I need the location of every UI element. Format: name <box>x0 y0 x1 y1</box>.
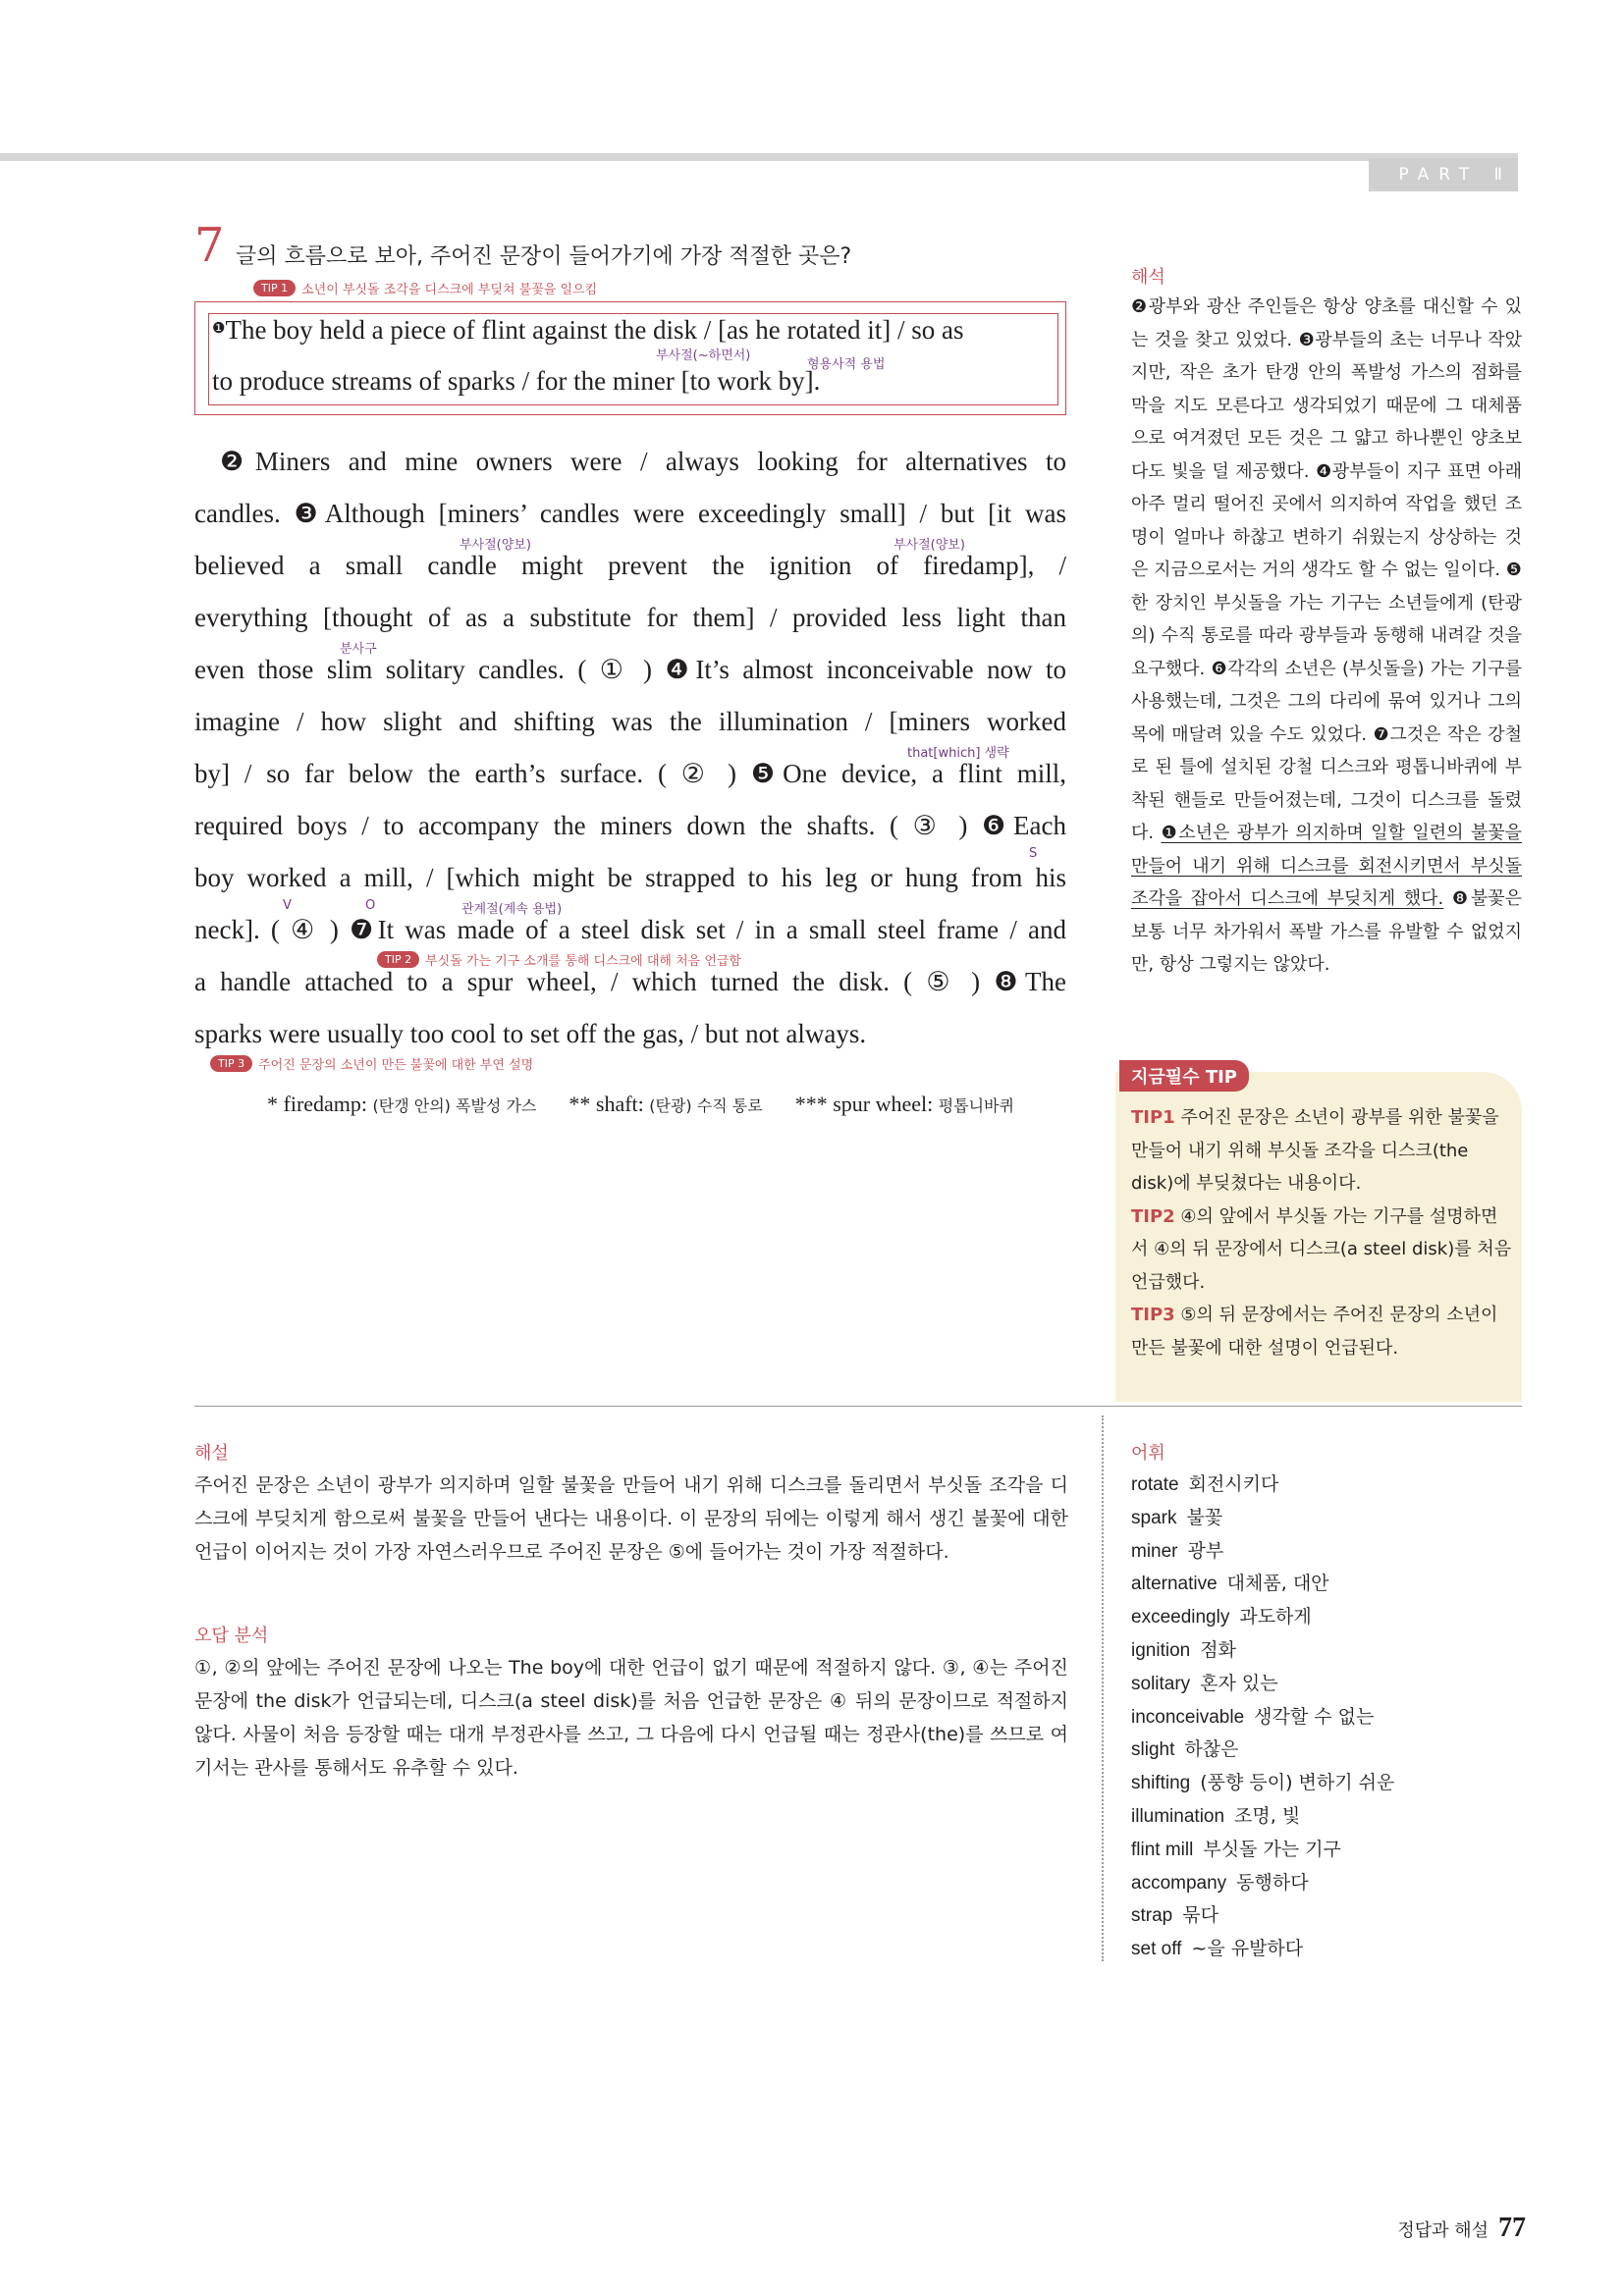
tip-box-item-2: TIP2 ④의 앞에서 부싯돌 가는 기구를 설명하면서 ④의 뒤 문장에서 디스크(a steel disk)를 처음 언급했다. <box>1131 1205 1512 1293</box>
vocab-word: illumination <box>1131 1805 1225 1827</box>
question-title: 글의 흐름으로 보아, 주어진 문장이 들어가기에 가장 적절한 곳은? <box>236 244 852 269</box>
vocab-word: alternative <box>1131 1574 1218 1595</box>
explanation-text: 주어진 문장은 소년이 광부가 의지하며 일할 불꽃을 만들어 내기 위해 디스크를 돌리면서 부싯돌 조각을 디스크에 부딪치게 함으로써 불꽃을 만들어 낸다는 내용이다. 이 문장의 뒤에는 이렇게 해서 생긴 불꽃에 대한 언급이 이어지는 것이 가장 자연스러우므로 주어진 문장은 ⑤에 들어가는 것이 가장 적절하다. <box>194 1474 1068 1563</box>
annotation-verb: V <box>283 898 292 913</box>
vocab-word: shifting <box>1131 1773 1191 1794</box>
vocab-item <box>1131 1668 1394 1701</box>
vocab-item <box>1131 1601 1394 1634</box>
tip1-tag: TIP 1 <box>253 280 296 296</box>
vocab-word: flint mill <box>1131 1839 1194 1860</box>
passage-line-7: by] / so far below the earth’s surface. ( ② ) ❺One device, a flint mill, <box>194 759 1066 788</box>
vocab-word: slight <box>1131 1739 1175 1761</box>
vocab-meaning: 부싯돌 가는 기구 <box>1203 1838 1341 1860</box>
section-divider <box>194 1406 1522 1407</box>
passage-line-3: believed a small candle might prevent the ignition of firedamp], / <box>194 551 1066 580</box>
vocab-item <box>1131 1535 1394 1569</box>
passage-line-12: sparks were usually too cool to set off the gas, / but not always. <box>194 1019 867 1048</box>
tip-box-title: 지금필수 TIP <box>1119 1060 1249 1092</box>
annotation-subject: S <box>1029 846 1038 861</box>
vocab-meaning: 광부 <box>1187 1539 1224 1562</box>
given-sentence-line2: to produce streams of sparks / for the miner [to work by]. <box>212 366 821 396</box>
question-number: 7 <box>194 218 225 273</box>
vocab-word: ignition <box>1131 1639 1191 1661</box>
passage-line-6: imagine / how slight and shifting was the illumination / [miners worked <box>194 707 1066 736</box>
vocab-item <box>1131 1800 1394 1834</box>
vocabulary-list <box>1131 1468 1394 1966</box>
vocab-item <box>1131 1701 1394 1735</box>
part-label: PART Ⅱ <box>1369 158 1518 191</box>
tip3-annotation <box>210 1054 533 1073</box>
annotation-concessive-2: 부사절(양보) <box>893 538 965 553</box>
vocab-word: inconceivable <box>1131 1706 1245 1728</box>
vocab-item <box>1131 1568 1394 1601</box>
wrong-analysis-text: ①, ②의 앞에는 주어진 문장에 나오는 The boy에 대한 언급이 없기 때문에 적절하지 않다. ③, ④는 주어진 문장에 the disk가 언급되는데, 디스크(a steel disk)를 처음 언급한 문장은 ④ 뒤의 문장이므로 적절하지 않다. 사물이 처음 등장할 때는 대개 부정관사를 쓰고, 그 다음에 다시 언급될 때는 정관사(the)를 쓰므로 여기서는 관사를 통해서도 유추할 수 있다. <box>194 1657 1068 1779</box>
tip1-note: 소년이 부싯돌 조각을 디스크에 부딪쳐 불꽃을 일으킴 <box>301 283 598 297</box>
tip3-tag: TIP 3 <box>210 1055 252 1072</box>
column-divider <box>1102 1415 1104 1961</box>
vocab-item <box>1131 1834 1394 1867</box>
vocab-meaning: 동행하다 <box>1236 1871 1309 1894</box>
vocab-word: miner <box>1131 1540 1178 1562</box>
vocab-meaning: ~을 유발하다 <box>1191 1938 1304 1960</box>
vocab-item <box>1131 1899 1394 1933</box>
explanation-heading: 해설 <box>194 1443 229 1464</box>
annotation-concessive-1: 부사절(양보) <box>460 538 531 553</box>
tip-box-item-1: TIP1 주어진 문장은 소년이 광부를 위한 불꽃을 만들어 내기 위해 부싯돌 조각을 디스크(the disk)에 부딪쳤다는 내용이다. <box>1131 1107 1499 1194</box>
passage-line-1: ❷Miners and mine owners were / always looking for alternatives to <box>220 447 1066 476</box>
vocab-word: accompany <box>1131 1872 1227 1894</box>
top-rule <box>0 153 1518 161</box>
given-annotation-2: 형용사적 용법 <box>807 357 886 372</box>
vocab-item <box>1131 1734 1394 1767</box>
vocab-meaning: 묶다 <box>1182 1904 1218 1927</box>
annotation-omitted-relative: that[which] 생략 <box>907 746 1009 761</box>
vocabulary-heading: 어휘 <box>1131 1443 1165 1464</box>
annotation-participle-phrase: 분사구 <box>340 642 377 657</box>
page-number: 77 <box>1498 2213 1526 2243</box>
tip2-tag: TIP 2 <box>377 951 419 968</box>
given-annotation-1: 부사절(~하면서) <box>656 348 751 363</box>
vocab-item <box>1131 1933 1394 1966</box>
page-footer <box>1397 2213 1526 2244</box>
vocab-word: strap <box>1131 1905 1173 1927</box>
annotation-relative-clause: 관계절(계속 용법) <box>461 902 563 917</box>
annotation-object: O <box>365 898 376 913</box>
vocab-item <box>1131 1634 1394 1668</box>
tip-box-item-3: TIP3 ⑤의 뒤 문장에서는 주어진 문장의 소년이 만든 불꽃에 대한 설명이 언급된다. <box>1131 1305 1498 1359</box>
tip1-annotation <box>253 279 597 297</box>
passage-line-8: required boys / to accompany the miners down the shafts. ( ③ ) ❻Each <box>194 811 1066 840</box>
footer-label: 정답과 해설 <box>1397 2220 1489 2241</box>
vocab-meaning: 조명, 빛 <box>1234 1804 1301 1827</box>
vocab-word: rotate <box>1131 1474 1179 1495</box>
vocab-item <box>1131 1767 1394 1800</box>
vocab-meaning: 과도하게 <box>1239 1606 1312 1629</box>
translation-heading: 해석 <box>1131 267 1165 288</box>
vocab-meaning: 점화 <box>1200 1638 1236 1661</box>
given-sentence-line1: $^❶$The boy held a piece of flint against the disk / [as he rotated it] / so as <box>212 315 964 345</box>
vocab-word: solitary <box>1131 1673 1191 1694</box>
vocab-item <box>1131 1867 1394 1900</box>
vocab-meaning: 대체품, 대안 <box>1226 1573 1329 1595</box>
vocab-meaning: 회전시키다 <box>1188 1473 1279 1495</box>
vocab-word: set off <box>1131 1939 1182 1960</box>
passage-line-9: boy worked a mill, / [which might be strapped to his leg or hung from his <box>194 863 1066 892</box>
passage-line-10: neck]. ( ④ ) ❼It was made of a steel disk set / in a small steel frame / and <box>194 915 1066 944</box>
tip2-note: 부싯돌 가는 기구 소개를 통해 디스크에 대해 처음 언급함 <box>425 954 741 969</box>
footnotes: * firedamp: (탄갱 안의) 폭발성 가스 ** shaft: (탄광) 수직 통로 *** spur wheel: 평톱니바퀴 <box>267 1092 1014 1116</box>
vocab-meaning: 하찮은 <box>1184 1738 1239 1761</box>
tip3-note: 주어진 문장의 소년이 만든 불꽃에 대한 부연 설명 <box>258 1058 534 1073</box>
passage-line-4: everything [thought of as a substitute for them] / provided less light than <box>194 603 1066 632</box>
passage-line-11: a handle attached to a spur wheel, / which turned the disk. ( ⑤ ) ❽The <box>194 967 1066 996</box>
vocab-meaning: 혼자 있는 <box>1200 1672 1278 1694</box>
vocab-item <box>1131 1468 1394 1502</box>
vocab-item <box>1131 1502 1394 1535</box>
vocab-meaning: 불꽃 <box>1186 1506 1223 1528</box>
passage-line-5: even those slim solitary candles. ( ① ) ❹It’s almost inconceivable now to <box>194 655 1066 684</box>
wrong-analysis-heading: 오답 분석 <box>194 1626 269 1646</box>
vocab-word: spark <box>1131 1507 1177 1528</box>
vocab-word: exceedingly <box>1131 1607 1230 1629</box>
translation-text: ❷광부와 광산 주인들은 항상 양초를 대신할 수 있는 것을 찾고 있었다. ❸광부들의 초는 너무나 작았지만, 작은 초가 탄갱 안의 폭발성 가스의 점화를 막을 지도 모른다고 생각되었기 때문에 그 대체품으로 여겨졌던 모든 것은 그 얇고 하나뿐인 양초보다도 빛을 덜 제공했다. ❹광부들이 지구 표면 아래 아주 멀리 떨어진 곳에서 의지하여 작업을 했던 조명이 얼마나 하찮고 변하기 쉬웠는지 상상하는 것은 지금으로서는 거의 생각도 할 수 없는 일이다. ❺한 장치인 부싯돌을 가는 기구는 소년들에게 (탄광의) 수직 통로를 따라 광부들과 동행해 내려갈 것을 요구했다. ❻각각의 소년은 (부싯돌을) 가는 기구를 사용했는데, 그것은 그의 다리에 묶여 있거나 그의 목에 매달려 있을 수도 있었다. ❼그것은 작은 강철로 된 틀에 설치된 강철 디스크와 평톱니바퀴에 부착된 핸들로 만들어졌는데, 그것이 디스크를 돌렸다. ❶소년은 광부가 의지하며 일할 일련의 불꽃을 만들어 내기 위해 디스크를 회전시키면서 부싯돌 조각을 잡아서 디스크에 부딪치게 했다. ❽불꽃은 보통 너무 차가워서 폭발 가스를 유발할 수 없었지만, 항상 그렇지는 않았다. <box>1131 296 1523 975</box>
vocab-meaning: (풍향 등이) 변하기 쉬운 <box>1200 1772 1395 1794</box>
passage-line-2: candles. ❸Although [miners’ candles were exceedingly small] / but [it was <box>194 499 1066 528</box>
vocab-meaning: 생각할 수 없는 <box>1254 1705 1375 1728</box>
tip-box-body <box>1131 1101 1514 1364</box>
